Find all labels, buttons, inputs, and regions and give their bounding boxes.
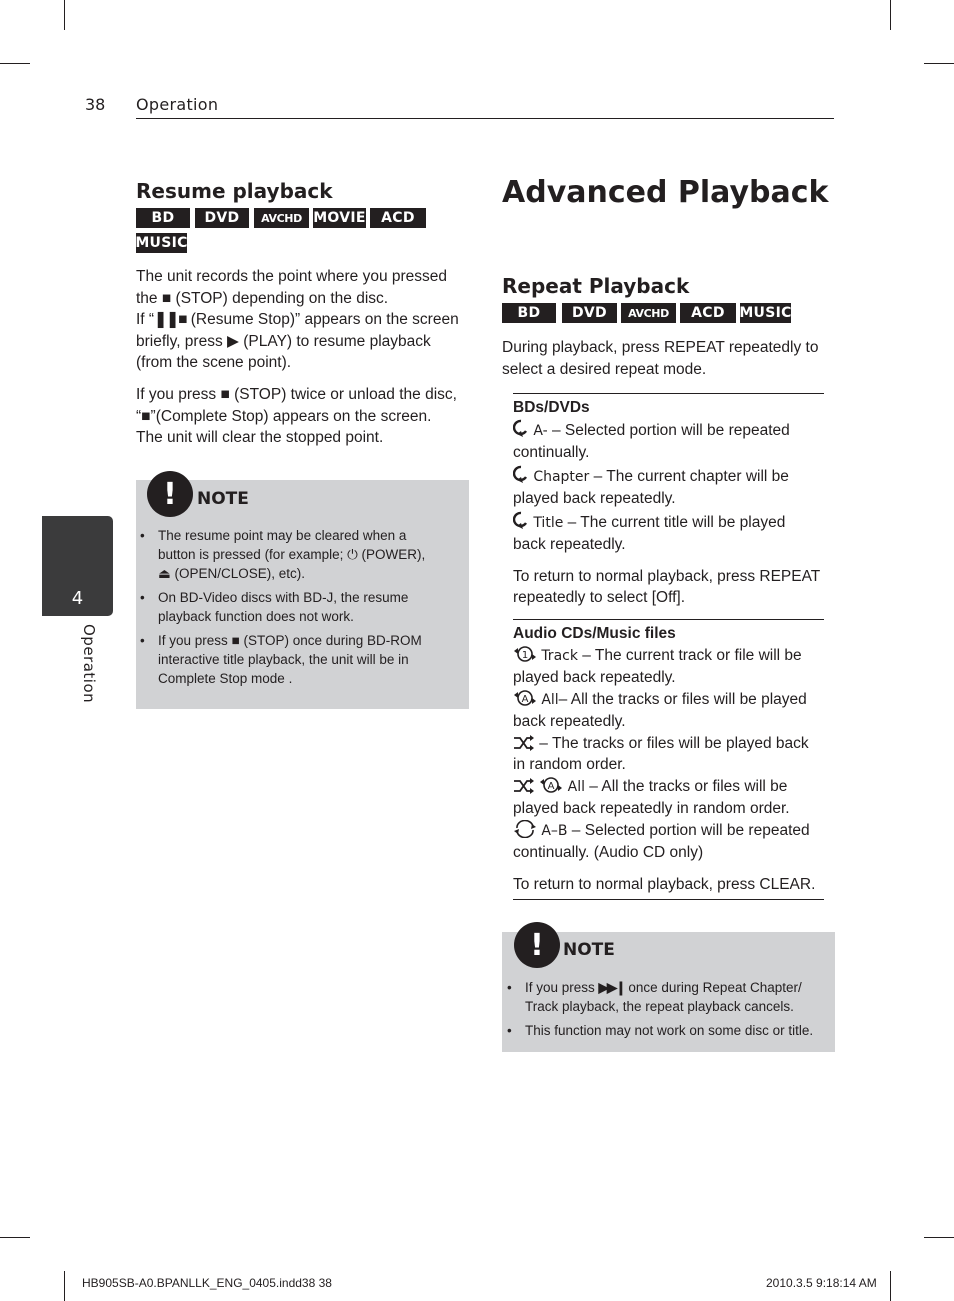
repeat-icon xyxy=(513,465,529,484)
skip-next-icon: ▶▶❙ xyxy=(598,980,625,995)
play-icon: ▶ xyxy=(227,332,239,350)
power-icon: ⏻ xyxy=(347,547,358,562)
badge-avchd: AVCHD xyxy=(621,303,676,323)
badge-dvd: DVD xyxy=(195,208,249,228)
crop-mark xyxy=(0,1237,30,1238)
shuffle-icon xyxy=(513,735,535,751)
shuffle-icon xyxy=(513,778,535,794)
section-title: Operation xyxy=(136,95,219,114)
svg-text:1: 1 xyxy=(521,649,529,661)
crop-mark xyxy=(0,63,30,64)
stop-icon: ■ xyxy=(141,407,151,425)
svg-text:A: A xyxy=(521,693,529,705)
section-rule xyxy=(513,393,824,394)
repeat-intro: During playback, press REPEAT repeatedly to select a desired repeat mode. xyxy=(502,339,819,378)
audio-section: Audio CDs/Music files 1 Track – The current track or file will be played back repeatedly. A All– All the tracks or files will be played back repeatedly. – The tracks or files will be played back in random order. A All – All the tracks or files will be played back repeatedly in random order. A–B – Selected portion will be repeated continually. (Audio CD only) To return to normal playback, press CLEAR. xyxy=(513,623,833,895)
stop-icon: ■ xyxy=(231,633,240,648)
bd-dvd-heading: BDs/DVDs xyxy=(513,399,590,416)
crop-mark xyxy=(64,0,65,30)
crop-mark xyxy=(924,63,954,64)
badge-dvd: DVD xyxy=(562,303,617,323)
repeat-a-label: A- xyxy=(533,422,548,439)
repeat-chapter-label: Chapter xyxy=(533,468,590,485)
repeat-note-list xyxy=(504,978,834,1045)
repeat-all-icon xyxy=(539,776,563,794)
page-number: 38 xyxy=(85,95,106,114)
badge-avchd: AVCHD xyxy=(254,208,309,228)
badge-acd: ACD xyxy=(680,303,736,323)
list-item: • On BD-Video discs with BD-J, the resume playback function does not work. xyxy=(137,588,467,626)
list-item: • This function may not work on some disc or title. xyxy=(504,1021,834,1040)
resume-paragraph-2: If you press ■ (STOP) twice or unload the disc, “■”(Complete Stop) appears on the screen. The unit will clear the stopped point. xyxy=(136,386,457,446)
list-item: • If you press ▶▶❙ once during Repeat Chapter/ Track playback, the repeat playback cancels. xyxy=(504,978,834,1016)
badge-movie: MOVIE xyxy=(313,210,366,226)
resume-stop-icon: ❚❚■ xyxy=(154,311,187,328)
chapter-tab-number: 4 xyxy=(71,588,84,609)
chapter-tab-label: Operation xyxy=(80,624,98,704)
badge-bd: BD xyxy=(502,303,556,323)
badge-bd: BD xyxy=(136,208,190,228)
repeat-title-label: Title xyxy=(533,514,564,531)
resume-note-list xyxy=(137,526,467,693)
repeat-track-icon xyxy=(513,645,537,663)
header-rule xyxy=(136,118,834,119)
repeat-all-icon xyxy=(513,689,537,707)
exclamation-icon: ! xyxy=(514,922,560,968)
crop-mark xyxy=(890,1271,891,1301)
resume-playback-heading: Resume playback xyxy=(136,179,333,203)
crop-mark xyxy=(890,0,891,30)
repeat-ab-icon xyxy=(513,820,537,838)
note-title: NOTE xyxy=(197,489,249,509)
eject-icon: ⏏ xyxy=(158,566,171,581)
crop-mark xyxy=(64,1271,65,1301)
bd-dvd-section: BDs/DVDs A- – Selected portion will be repeated continually. Chapter – The current chapter will be played back repeatedly. Title – The current title will be played back repeatedly. To return to normal playback, press REPEAT repeatedly to select [Off]. xyxy=(513,397,833,609)
repeat-icon xyxy=(513,511,529,530)
note-title: NOTE xyxy=(563,940,615,960)
footer-timestamp: 2010.3.5 9:18:14 AM xyxy=(766,1276,877,1290)
exclamation-icon: ! xyxy=(147,471,193,517)
advanced-playback-title: Advanced Playback xyxy=(502,175,829,210)
audio-heading: Audio CDs/Music files xyxy=(513,625,676,642)
badge-music: MUSIC xyxy=(135,235,188,251)
crop-mark xyxy=(924,1237,954,1238)
stop-icon: ■ xyxy=(220,386,230,403)
section-rule xyxy=(513,899,824,900)
repeat-track-label: Track xyxy=(541,647,578,664)
badge-acd: ACD xyxy=(370,208,426,228)
section-rule xyxy=(513,619,824,620)
list-item: • The resume point may be cleared when a button is pressed (for example; ⏻ (POWER), ⏏ (OPEN/CLOSE), etc). xyxy=(137,526,467,583)
repeat-icon xyxy=(513,419,529,438)
stop-icon: ■ xyxy=(161,289,172,307)
repeat-all-label: All xyxy=(541,691,559,708)
list-item: • If you press ■ (STOP) once during BD-ROM interactive title playback, the unit will be in Complete Stop mode . xyxy=(137,631,467,688)
badge-music: MUSIC xyxy=(739,305,792,321)
resume-paragraph-1: The unit records the point where you pressed the ■ (STOP) depending on the disc. If “❚❚■ (Resume Stop)” appears on the screen briefly, press ▶ (PLAY) to resume playback (from the scene point). xyxy=(136,268,459,371)
random-all-label: All xyxy=(567,778,585,795)
svg-text:A: A xyxy=(547,780,555,792)
repeat-playback-heading: Repeat Playback xyxy=(502,274,690,298)
repeat-ab-label: A–B xyxy=(541,822,568,839)
footer-file: HB905SB-A0.BPANLLK_ENG_0405.indd38 38 xyxy=(82,1276,332,1290)
